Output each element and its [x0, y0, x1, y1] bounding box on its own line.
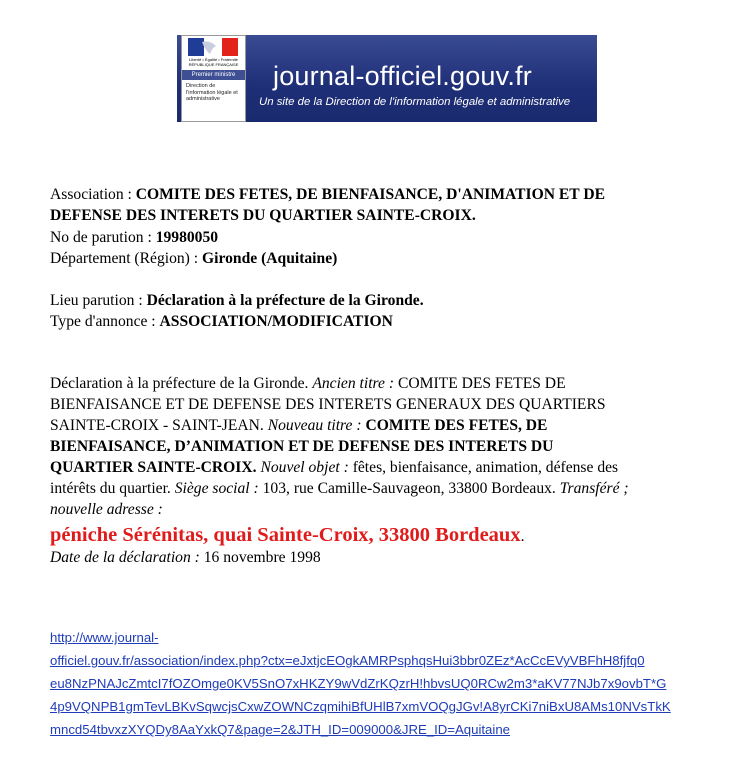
annonce-line-1 — [50, 373, 566, 394]
departement-value: Gironde (Aquitaine) — [202, 250, 338, 267]
annonce-intro: Déclaration à la préfecture de la Gironde. — [50, 375, 313, 392]
association-line — [50, 184, 605, 205]
departement-label: Département (Région) : — [50, 250, 199, 267]
ancien-titre-cont: BIENFAISANCE ET DE DEFENSE DES INTERETS GENERAUX DES QUARTIERS — [50, 396, 606, 413]
nouvelle-adresse-label: nouvelle adresse : — [50, 501, 163, 518]
logo-motto: Liberté • Égalité • Fraternité RÉPUBLIQUE FRANÇAISE — [188, 57, 239, 67]
source-link-line-5[interactable]: mncd54tbvxzXYQDy8AaYxkQ7&page=2&JTH_ID=009000&JRE_ID=Aquitaine — [50, 722, 510, 737]
nouvel-objet-value: fêtes, bienfaisance, animation, défense des — [348, 459, 619, 476]
date-declaration-value: 16 novembre 1998 — [199, 549, 321, 566]
ancien-titre-value: COMITE DES FETES DE — [394, 375, 566, 392]
annonce-line-5 — [50, 457, 618, 478]
lieu-value: Déclaration à la préfecture de la Gironde. — [146, 292, 424, 309]
annonce-line-9 — [50, 547, 321, 568]
nouveau-titre-end: QUARTIER SAINTE-CROIX. — [50, 459, 257, 476]
annonce-line-2 — [50, 394, 606, 415]
site-subtitle: Un site de la Direction de l'information légale et administrative — [259, 96, 571, 108]
type-label: Type d'annonce : — [50, 313, 156, 330]
ancien-titre-label: Ancien titre : — [312, 375, 395, 392]
marianne-icon — [188, 38, 238, 56]
lieu-line — [50, 290, 424, 311]
departement-line — [50, 248, 337, 269]
nouveau-titre-label: Nouveau titre : — [267, 417, 362, 434]
annonce-line-3 — [50, 415, 547, 436]
type-line — [50, 311, 393, 332]
siege-social-value: 103, rue Camille-Sauvageon, 33800 Bordeaux. — [258, 480, 560, 497]
parution-line — [50, 227, 218, 248]
source-link-line-1[interactable]: http://www.journal- — [50, 630, 159, 645]
annonce-line-6 — [50, 478, 629, 499]
annonce-line-4 — [50, 436, 553, 457]
lieu-label: Lieu parution : — [50, 292, 143, 309]
government-logo — [181, 35, 246, 122]
ancien-titre-end: SAINTE-CROIX - SAINT-JEAN. — [50, 417, 268, 434]
parution-label: No de parution : — [50, 229, 152, 246]
nouveau-titre-cont: BIENFAISANCE, D’ANIMATION ET DE DEFENSE DES INTERETS DU — [50, 438, 554, 455]
site-banner — [177, 29, 597, 122]
source-link-line-4[interactable]: 4p9VQNPB1gmTevLBKvSqwcjsCxwZOWNCzqmihiBfUHlB7xmVOQgJGv!A8yrCKi7niBxU8AMs10NVsTkK — [50, 699, 671, 714]
address-period: . — [520, 528, 525, 545]
new-address: péniche Sérénitas, quai Sainte-Croix, 33800 Bordeaux — [50, 524, 521, 546]
annonce-line-7 — [50, 499, 163, 520]
source-link-line-2[interactable]: officiel.gouv.fr/association/index.php?ctx=eJxtjcEOgkAMRPsphqsHui3bbr0ZEz*AcCcEVyVBFhH8fjfq0 — [50, 653, 645, 668]
type-value: ASSOCIATION/MODIFICATION — [159, 313, 393, 330]
association-name: COMITE DES FETES, DE BIENFAISANCE, D'ANIMATION ET DE — [135, 186, 605, 203]
nouvel-objet-label: Nouvel objet : — [256, 459, 349, 476]
site-title: journal-officiel.gouv.fr — [273, 61, 532, 91]
logo-premier-ministre: Premier ministre — [182, 70, 245, 80]
association-name-cont: DEFENSE DES INTERETS DU QUARTIER SAINTE-CROIX. — [50, 207, 476, 224]
transfere-label: Transféré ; — [559, 480, 629, 497]
parution-value: 19980050 — [155, 229, 219, 246]
association-label: Association : — [50, 186, 132, 203]
siege-social-label: Siège social : — [174, 480, 259, 497]
logo-dila-text: Direction de l'information légale et administrative — [186, 83, 238, 102]
source-link-line-3[interactable]: eu8NzPNAJcZmtcI7fOZOmge0KV5SnO7xHKZY9wVdZrKQzrH!hbvsUQ0RCw2m3*aKV77NJb7x9ovbT*G — [50, 676, 667, 691]
nouvel-objet-end: intérêts du quartier. — [50, 480, 175, 497]
nouveau-titre-value: COMITE DES FETES, DE — [361, 417, 548, 434]
association-line-2 — [50, 205, 476, 226]
date-declaration-label: Date de la déclaration : — [50, 549, 200, 566]
